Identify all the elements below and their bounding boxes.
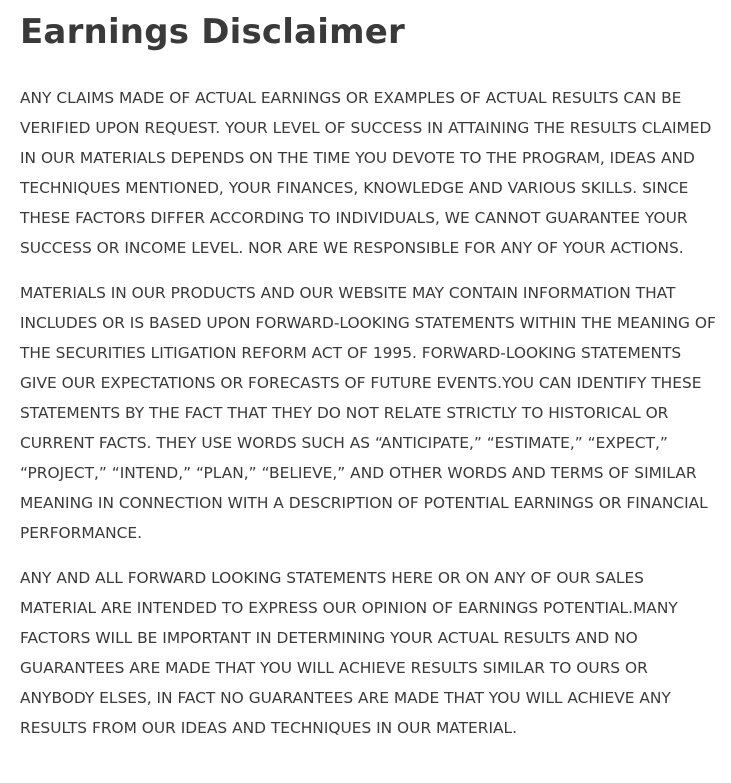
disclaimer-paragraph-forward-looking: MATERIALS IN OUR PRODUCTS AND OUR WEBSITE MAY CONTAIN INFORMATION THAT INCLUDES OR IS BASED UPON FORWARD-LOOKING STATEMENTS WITHIN THE MEANING OF THE SECURITIES LITIGATION REFORM ACT OF 1995. FORWARD-LOOKING STATEMENTS GIVE OUR EXPECTATIONS OR FORECASTS OF FUTURE EVENTS.YOU CAN IDENTIFY THESE STATEMENTS BY THE FACT THAT THEY DO NOT RELATE STRICTLY TO HISTORICAL OR CURRENT FACTS. THEY USE WORDS SUCH AS “ANTICIPATE,” “ESTIMATE,” “EXPECT,” “PROJECT,” “INTEND,” “PLAN,” “BELIEVE,” AND OTHER WORDS AND TERMS OF SIMILAR MEANING IN CONNECTION WITH A DESCRIPTION OF POTENTIAL EARNINGS OR FINANCIAL PERFORMANCE. bbox=[20, 284, 716, 542]
disclaimer-paragraph-results: ANY CLAIMS MADE OF ACTUAL EARNINGS OR EXAMPLES OF ACTUAL RESULTS CAN BE VERIFIED UPON REQUEST. YOUR LEVEL OF SUCCESS IN ATTAINING THE RESULTS CLAIMED IN OUR MATERIALS DEPENDS ON THE TIME YOU DEVOTE TO THE PROGRAM, IDEAS AND TECHNIQUES MENTIONED, YOUR FINANCES, KNOWLEDGE AND VARIOUS SKILLS. SINCE THESE FACTORS DIFFER ACCORDING TO INDIVIDUALS, WE CANNOT GUARANTEE YOUR SUCCESS OR INCOME LEVEL. NOR ARE WE RESPONSIBLE FOR ANY OF YOUR ACTIONS. bbox=[20, 89, 712, 257]
page-title: Earnings Disclaimer bbox=[20, 12, 405, 52]
disclaimer-paragraph-opinion: ANY AND ALL FORWARD LOOKING STATEMENTS HERE OR ON ANY OF OUR SALES MATERIAL ARE INTENDED TO EXPRESS OUR OPINION OF EARNINGS POTENTIAL.MANY FACTORS WILL BE IMPORTANT IN DETERMINING YOUR ACTUAL RESULTS AND NO GUARANTEES ARE MADE THAT YOU WILL ACHIEVE RESULTS SIMILAR TO OURS OR ANYBODY ELSES, IN FACT NO GUARANTEES ARE MADE THAT YOU WILL ACHIEVE ANY RESULTS FROM OUR IDEAS AND TECHNIQUES IN OUR MATERIAL. bbox=[20, 569, 678, 737]
